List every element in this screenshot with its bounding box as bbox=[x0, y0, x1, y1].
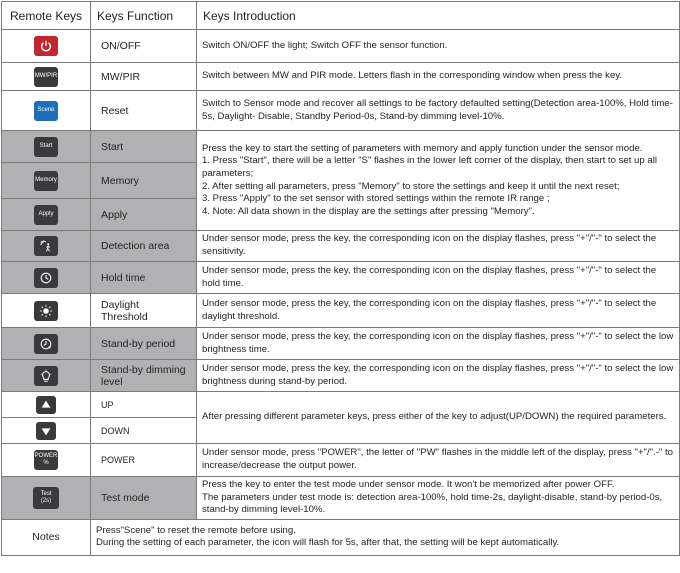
function-hold: Hold time bbox=[91, 262, 197, 294]
standby-dimming-key[interactable] bbox=[34, 366, 58, 386]
remote-keys-table bbox=[1, 1, 680, 556]
apply-key[interactable]: Apply bbox=[34, 205, 58, 225]
arrow-up-icon bbox=[39, 398, 53, 412]
function-detection: Detection area bbox=[91, 231, 197, 262]
down-key[interactable] bbox=[36, 422, 56, 440]
intro-smart-line: 3. Press "Apply" to the set sensor with stored settings within the remote IR range ; bbox=[202, 193, 550, 205]
header-keys-function: Keys Function bbox=[91, 2, 197, 30]
intro-smart-setting bbox=[197, 131, 680, 231]
test-key[interactable] bbox=[33, 487, 59, 509]
function-mwpir: MW/PIR bbox=[91, 63, 197, 91]
row-mwpir bbox=[2, 63, 680, 91]
notes-line: Press"Scene" to reset the remote before using. bbox=[96, 524, 296, 536]
row-start bbox=[2, 131, 680, 163]
function-apply: Apply bbox=[91, 199, 197, 231]
start-key[interactable]: Start bbox=[34, 137, 58, 157]
function-memory: Memory bbox=[91, 163, 197, 199]
intro-updown: After pressing different parameter keys, press either of the key to adjust(UP/DOWN) the required parameters. bbox=[197, 392, 680, 444]
intro-standby-dim: Under sensor mode, press the key, the corresponding icon on the display flashes, press "+"/"-" to select the low brightness during stand-by period. bbox=[197, 360, 680, 392]
motion-sensor-icon bbox=[39, 239, 53, 253]
row-reset bbox=[2, 91, 680, 131]
detection-area-key[interactable] bbox=[34, 236, 58, 256]
row-onoff bbox=[2, 30, 680, 63]
intro-mwpir: Switch between MW and PIR mode. Letters flash in the corresponding window when press the key. bbox=[197, 63, 680, 91]
mw-pir-key[interactable]: MW/PIR bbox=[34, 67, 58, 87]
function-onoff: ON/OFF bbox=[91, 30, 197, 63]
standby-period-icon bbox=[39, 337, 53, 351]
notes-text bbox=[91, 519, 680, 555]
standby-period-key[interactable] bbox=[34, 334, 58, 354]
bulb-icon bbox=[39, 369, 53, 383]
row-standby-period bbox=[2, 328, 680, 360]
function-power: POWER bbox=[91, 444, 197, 477]
up-key[interactable] bbox=[36, 396, 56, 414]
notes-label: Notes bbox=[2, 519, 91, 555]
function-up: UP bbox=[91, 392, 197, 418]
function-down: DOWN bbox=[91, 418, 197, 444]
intro-smart-line: 1. Press "Start", there will be a letter "S" flashes in the lower left corner of the display, then start to set up all parameters; bbox=[202, 155, 657, 179]
row-standby-dim bbox=[2, 360, 680, 392]
notes-line: During the setting of each parameter, the icon will flash for 5s, after that, the setting will be kept automatically. bbox=[96, 537, 560, 549]
function-reset: Reset bbox=[91, 91, 197, 131]
intro-power: Under sensor mode, press "POWER", the letter of "PW" flashes in the middle left of the display, press "+"/".-" to increase/decrease the output power. bbox=[197, 444, 680, 477]
intro-smart-line: 2. After setting all parameters, press "Memory" to store the settings and keep it until the next reset; bbox=[202, 180, 620, 192]
function-standby-period: Stand-by period bbox=[91, 328, 197, 360]
intro-standby-period: Under sensor mode, press the key, the corresponding icon on the display flashes, press "+"/"-" to select the low brightness time. bbox=[197, 328, 680, 360]
arrow-down-icon bbox=[39, 424, 53, 438]
power-level-key[interactable] bbox=[34, 450, 58, 470]
scene-key[interactable]: Scene bbox=[34, 101, 58, 121]
power-key-label: POWER % bbox=[34, 453, 58, 466]
timer-icon bbox=[39, 271, 53, 285]
intro-hold: Under sensor mode, press the key, the corresponding icon on the display flashes, press "+"/"-" to select the hold time. bbox=[197, 262, 680, 294]
hold-time-key[interactable] bbox=[34, 268, 58, 288]
row-hold bbox=[2, 262, 680, 294]
intro-onoff: Switch ON/OFF the light; Switch OFF the sensor function. bbox=[197, 30, 680, 63]
row-test bbox=[2, 477, 680, 520]
function-test: Test mode bbox=[91, 477, 197, 520]
test-key-label: Test (2s) bbox=[40, 490, 52, 504]
row-detection bbox=[2, 231, 680, 262]
row-daylight bbox=[2, 294, 680, 328]
header-keys-introduction: Keys Introduction bbox=[197, 2, 680, 30]
function-daylight: Daylight Threshold bbox=[91, 294, 197, 328]
header-row bbox=[2, 2, 680, 30]
intro-test-line: Press the key to enter the test mode under sensor mode. It won't be memorized after power OFF. bbox=[202, 479, 615, 490]
intro-smart-line: Press the key to start the setting of parameters with memory and apply function under the sensor mode. bbox=[202, 142, 643, 154]
header-remote-keys: Remote Keys bbox=[2, 2, 91, 30]
daylight-key[interactable] bbox=[34, 301, 58, 321]
intro-reset: Switch to Sensor mode and recover all settings to be factory defaulted setting(Detection area-100%, Hold time-5s, Daylight- Disable, Standby Period-0s, Stand-by dimming level-10%. bbox=[197, 91, 680, 131]
power-key[interactable] bbox=[34, 36, 58, 56]
intro-test bbox=[197, 477, 680, 520]
intro-daylight: Under sensor mode, press the key, the corresponding icon on the display flashes, press "+"/"-" to select the daylight threshold. bbox=[197, 294, 680, 328]
row-notes bbox=[2, 519, 680, 555]
function-standby-dim: Stand-by dimming level bbox=[91, 360, 197, 392]
function-start: Start bbox=[91, 131, 197, 163]
daylight-icon bbox=[39, 304, 53, 318]
intro-detection: Under sensor mode, press the key, the corresponding icon on the display flashes, press "+"/"-" to select the sensitivity. bbox=[197, 231, 680, 262]
row-up bbox=[2, 392, 680, 418]
power-icon bbox=[39, 39, 53, 53]
intro-smart-line: 4. Note: All data shown in the display are the settings after pressing "Memory". bbox=[202, 205, 535, 217]
memory-key[interactable]: Memory bbox=[34, 171, 58, 191]
intro-test-line: The parameters under test mode is: detection area-100%, hold time-2s, daylight-disable, stand-by period-0s, stand-by dimming level-10%. bbox=[202, 491, 663, 516]
row-power bbox=[2, 444, 680, 477]
